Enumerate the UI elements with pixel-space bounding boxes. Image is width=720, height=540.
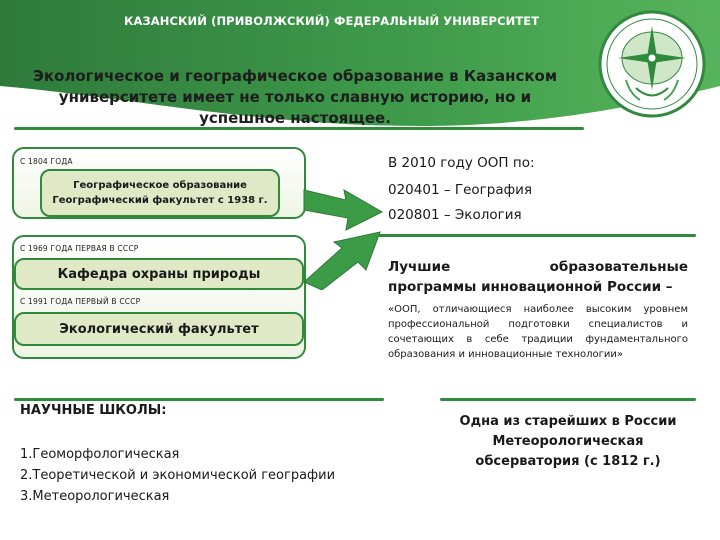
- school-item: 3.Метеорологическая: [20, 489, 170, 504]
- ecology-faculty-pill: Экологический факультет: [14, 312, 304, 346]
- schools-divider: [14, 398, 384, 401]
- arrows-graphic: [300, 170, 400, 290]
- observatory-text: Одна из старейших в России Метеорологическая обсерватория (с 1812 г.): [459, 414, 677, 469]
- arrow-up-right-icon: [304, 232, 380, 290]
- nature-protection-dept-pill: Кафедра охраны природы: [14, 258, 304, 290]
- since-1804-label: С 1804 ГОДА: [20, 157, 73, 166]
- scientific-schools-list: [20, 444, 335, 507]
- best-programs-heading-line1: Лучшие образовательные: [388, 259, 688, 275]
- geography-faculty-text: Географический факультет с 1938 г.: [52, 195, 268, 206]
- program-geography: 020401 – География: [388, 182, 533, 198]
- observatory-divider: [440, 398, 696, 401]
- slogan: Экологическое и географическое образование в Казанском университете имеет не только славную историю, но и успешное настоящее.: [32, 67, 558, 127]
- school-item: 1.Геоморфологическая: [20, 447, 180, 462]
- university-title: КАЗАНСКИЙ (ПРИВОЛЖСКИЙ) ФЕДЕРАЛЬНЫЙ УНИВЕРСИТЕТ: [124, 14, 540, 28]
- best-programs-heading-line2: программы инновационной России –: [388, 279, 673, 295]
- school-item: 2.Теоретической и экономической географии: [20, 468, 336, 483]
- programs-divider: [378, 234, 696, 237]
- geography-faculty-pill: [40, 169, 280, 217]
- since-1991-label: С 1991 ГОДА ПЕРВЫЙ В СССР: [20, 297, 141, 306]
- program-ecology: 020801 – Экология: [388, 207, 522, 223]
- programs-intro: В 2010 году ООП по:: [388, 155, 535, 171]
- scientific-schools-title: НАУЧНЫЕ ШКОЛЫ:: [20, 403, 167, 418]
- since-1969-label: С 1969 ГОДА ПЕРВАЯ В СССР: [20, 244, 139, 253]
- best-programs-heading: [388, 257, 688, 297]
- best-programs-description: «ООП, отличающиеся наиболее высоким уровнем профессиональной подготовки специалистов и сочетающих в себе традиции фундаментального образования и инновационные технологии»: [388, 304, 688, 360]
- university-emblem-icon: [596, 8, 708, 120]
- geography-education-text: Географическое образование: [73, 180, 247, 191]
- arrow-down-right-icon: [304, 190, 382, 230]
- slogan-divider: [14, 127, 584, 130]
